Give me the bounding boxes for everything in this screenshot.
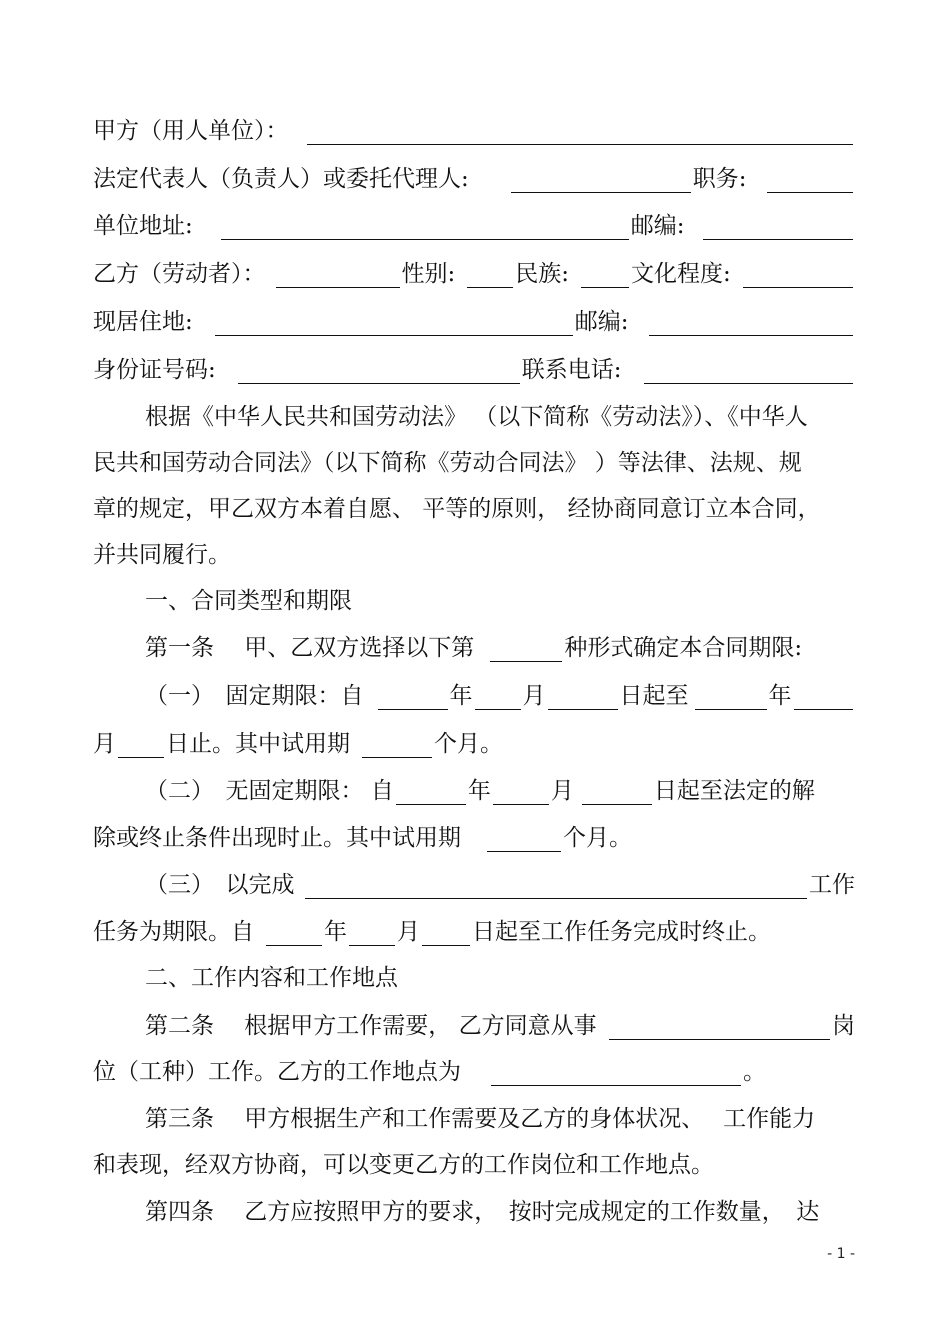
article-1-text-a: 第一条 甲、乙双方选择以下第 <box>145 635 475 661</box>
article-2-location-text: 位（工种）工作。乙方的工作地点为 <box>93 1059 461 1085</box>
option-1-year-blank <box>378 684 448 710</box>
option-3-text: （三） 以完成 <box>145 872 295 898</box>
party-a-blank <box>307 119 854 145</box>
intro-line-4 <box>93 529 855 569</box>
article-1-row <box>145 622 855 662</box>
option-2-year-blank <box>396 779 466 805</box>
article-2-row-2 <box>93 1046 855 1086</box>
option-1-row-2 <box>93 718 855 758</box>
option-2-probation-text: 除或终止条件出现时止。其中试用期 <box>93 825 461 851</box>
option-1-row <box>145 670 855 710</box>
intro-line-3 <box>93 483 855 523</box>
intro-text-3: 章的规定，甲乙双方本着自愿、 平等的原则， 经协商同意订立本合同， <box>93 496 821 522</box>
article-3-text-2: 和表现，经双方协商，可以变更乙方的工作岗位和工作地点。 <box>93 1152 714 1178</box>
option-3-year-label: 年 <box>324 919 347 945</box>
option-3-month-blank <box>349 920 395 946</box>
section-1-heading <box>145 575 855 615</box>
intro-text-1: 根据《中华人民共和国劳动法》 （以下简称《劳动法》）、《中华人 <box>145 404 808 430</box>
intro-line-2 <box>93 437 855 477</box>
option-1-end-month-blank <box>794 684 854 710</box>
gender-blank <box>467 262 513 288</box>
article-2-period: 。 <box>743 1059 766 1085</box>
option-2-row <box>145 765 855 805</box>
article-4-text-1: 第四条 乙方应按照甲方的要求， 按时完成规定的工作数量， 达 <box>145 1199 820 1225</box>
address-blank <box>221 214 629 240</box>
rep-blank <box>511 167 691 193</box>
option-2-probation-blank <box>487 826 561 852</box>
address-row <box>93 200 855 240</box>
intro-text-2: 民共和国劳动合同法》（以下简称《劳动合同法》 ）等法律、法规、规 <box>93 450 802 476</box>
option-3-row <box>145 859 855 899</box>
id-row <box>93 344 855 384</box>
ethnicity-label: 民族: <box>515 261 569 287</box>
option-2-row-2 <box>93 812 855 852</box>
phone-label: 联系电话: <box>521 357 622 383</box>
option-1-end-year-blank <box>695 684 767 710</box>
postcode2-label: 邮编: <box>574 309 629 335</box>
option-1-probation-blank <box>362 732 432 758</box>
party-b-blank <box>276 262 400 288</box>
option-3-end-text: 日起至工作任务完成时终止。 <box>472 919 771 945</box>
gender-label: 性别: <box>401 261 456 287</box>
party-b-row <box>93 248 855 288</box>
education-label: 文化程度: <box>631 261 731 287</box>
position-blank <box>767 167 854 193</box>
article-2-text: 第二条 根据甲方工作需要， 乙方同意从事 <box>145 1013 597 1039</box>
postcode-label: 邮编: <box>630 213 685 239</box>
party-a-label: 甲方（用人单位）： <box>93 118 289 144</box>
option-1-day-blank <box>548 684 618 710</box>
section-2-heading <box>145 952 855 992</box>
article-3-row <box>145 1093 855 1133</box>
intro-line-1 <box>145 391 855 431</box>
postcode2-blank <box>649 310 854 336</box>
intro-text-4: 并共同履行。 <box>93 542 231 568</box>
article-2-text-b: 岗 <box>832 1013 855 1039</box>
article-2-row <box>145 1000 855 1040</box>
option-3-day-blank <box>422 920 470 946</box>
option-2-text: （二） 无固定期限： 自 <box>145 778 394 804</box>
rep-label: 法定代表人（负责人）或委托代理人: <box>93 166 469 192</box>
education-blank <box>743 262 853 288</box>
postcode-blank <box>703 214 854 240</box>
option-1-end-day-blank <box>118 732 164 758</box>
position-label: 职务: <box>692 166 747 192</box>
section-2-title: 二、工作内容和工作地点 <box>145 965 398 991</box>
party-a-row <box>93 105 855 145</box>
id-blank <box>238 358 520 384</box>
option-3-year-blank <box>266 920 322 946</box>
option-2-month-label: 月 <box>550 778 574 804</box>
section-1-title: 一、合同类型和期限 <box>145 588 352 614</box>
id-label: 身份证号码: <box>93 357 216 383</box>
option-2-month-blank <box>493 779 549 805</box>
article-2-location-blank <box>491 1060 741 1086</box>
option-1-year-label: 年 <box>449 683 473 709</box>
article-4-row <box>145 1186 855 1226</box>
option-1-month-label: 月 <box>522 683 546 709</box>
option-3-month-label: 月 <box>397 919 420 945</box>
option-1-text: （一） 固定期限：自 <box>145 683 364 709</box>
rep-row <box>93 153 855 193</box>
residence-blank <box>215 310 573 336</box>
option-2-day-blank <box>582 779 652 805</box>
option-1-probation-text: 日止。其中试用期 <box>166 731 350 757</box>
phone-blank <box>644 358 854 384</box>
option-1-months-label: 个月。 <box>434 731 503 757</box>
article-1-text-b: 种形式确定本合同期限: <box>564 635 803 661</box>
option-3-text-b: 工作 <box>809 872 855 898</box>
option-1-end-month-label: 月 <box>93 731 116 757</box>
option-1-until-label: 日起至 <box>619 683 689 709</box>
party-b-label: 乙方（劳动者）： <box>93 261 266 287</box>
article-1-blank <box>490 636 562 662</box>
article-3-row-2 <box>93 1139 855 1179</box>
option-3-from-text: 任务为期限。自 <box>93 919 254 945</box>
option-1-month-blank <box>475 684 521 710</box>
page-number: - 1 - <box>827 1246 855 1262</box>
option-2-year-label: 年 <box>467 778 491 804</box>
option-2-text-b: 日起至法定的解 <box>653 778 815 804</box>
option-1-end-year-label: 年 <box>768 683 792 709</box>
ethnicity-blank <box>581 262 629 288</box>
article-3-text-1: 第三条 甲方根据生产和工作需要及乙方的身体状况、 工作能力 <box>145 1106 816 1132</box>
residence-label: 现居住地: <box>93 309 193 335</box>
address-label: 单位地址: <box>93 213 193 239</box>
residence-row <box>93 296 855 336</box>
article-2-job-blank <box>609 1014 830 1040</box>
option-2-months-label: 个月。 <box>563 825 632 851</box>
option-3-task-blank <box>305 873 808 899</box>
option-3-row-2 <box>93 906 855 946</box>
